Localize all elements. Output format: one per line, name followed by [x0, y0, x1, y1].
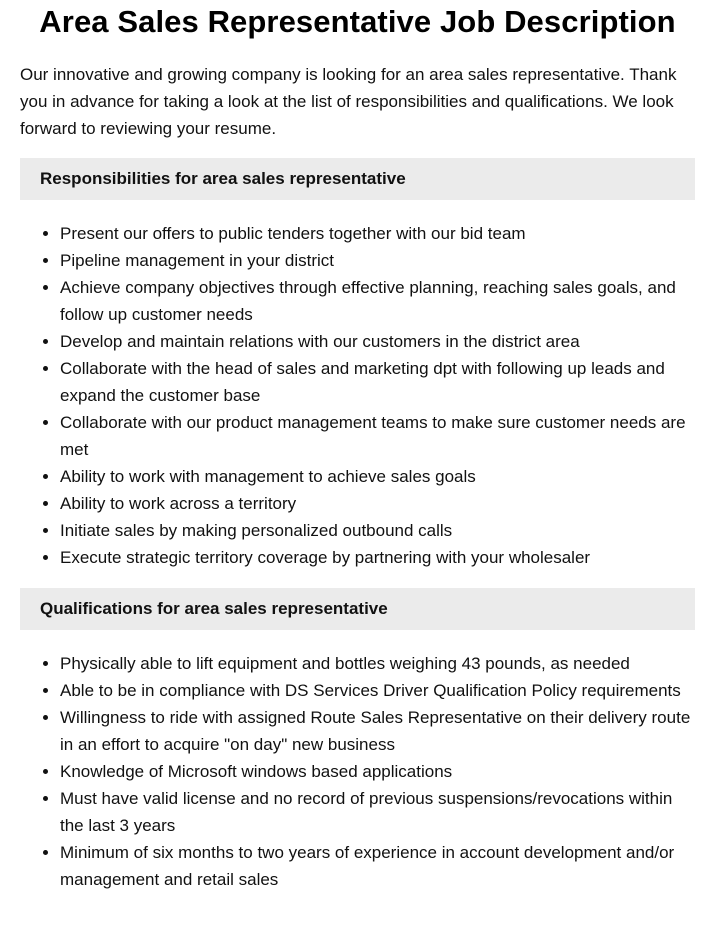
- responsibilities-heading: Responsibilities for area sales representative: [40, 169, 406, 188]
- qualifications-heading: Qualifications for area sales representative: [40, 599, 388, 618]
- list-item: • Knowledge of Microsoft windows based applications: [60, 758, 695, 785]
- list-item: • Collaborate with the head of sales and marketing dpt with following up leads and expand the customer base: [60, 355, 695, 409]
- list-item: • Execute strategic territory coverage by partnering with your wholesaler: [60, 544, 695, 571]
- list-item: • Present our offers to public tenders together with our bid team: [60, 220, 695, 247]
- list-item: • Able to be in compliance with DS Services Driver Qualification Policy requirements: [60, 677, 695, 704]
- intro-paragraph: Our innovative and growing company is looking for an area sales representative. Thank you in advance for taking a look at the list of responsibilities and qualifications. We look forward to reviewing your resume.: [20, 65, 677, 138]
- responsibilities-list: [20, 220, 695, 571]
- list-item: • Minimum of six months to two years of experience in account development and/or management and retail sales: [60, 839, 695, 893]
- qualifications-list: [20, 650, 695, 893]
- responsibilities-section-header: [20, 158, 695, 200]
- list-item: • Achieve company objectives through effective planning, reaching sales goals, and follow up customer needs: [60, 274, 695, 328]
- list-item: • Must have valid license and no record of previous suspensions/revocations within the last 3 years: [60, 785, 695, 839]
- list-item: • Ability to work across a territory: [60, 490, 695, 517]
- list-item: • Willingness to ride with assigned Route Sales Representative on their delivery route in an effort to acquire "on day" new business: [60, 704, 695, 758]
- list-item: • Initiate sales by making personalized outbound calls: [60, 517, 695, 544]
- page-title: Area Sales Representative Job Description: [39, 4, 676, 39]
- list-item: • Ability to work with management to achieve sales goals: [60, 463, 695, 490]
- qualifications-section-header: [20, 588, 695, 630]
- list-item: • Develop and maintain relations with our customers in the district area: [60, 328, 695, 355]
- list-item: • Pipeline management in your district: [60, 247, 695, 274]
- list-item: • Physically able to lift equipment and bottles weighing 43 pounds, as needed: [60, 650, 695, 677]
- list-item: • Collaborate with our product management teams to make sure customer needs are met: [60, 409, 695, 463]
